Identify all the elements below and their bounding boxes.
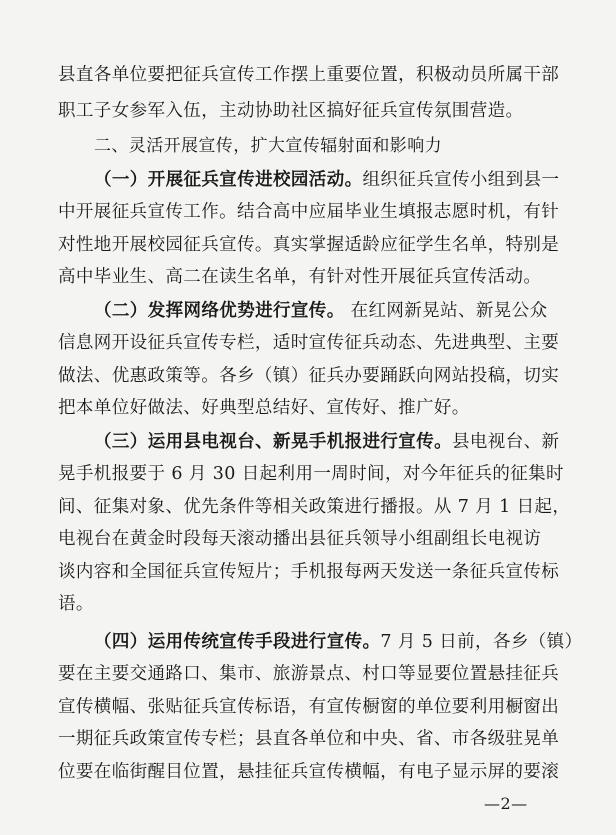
text-line: 信息网开设征兵宣传专栏，适时宣传征兵动态、先进典型、主要 (58, 333, 560, 353)
text-line: 职工子女参军入伍，主动协助社区搞好征兵宣传氛围营造。 (58, 100, 524, 121)
paragraph-lead-line (58, 629, 583, 657)
text-line: 高中毕业生、高二在读生名单，有针对性开展征兵宣传活动。 (58, 267, 542, 287)
paragraph-lead: （一）开展征兵宣传进校园活动。 (94, 169, 363, 190)
text-line: 把本单位好做法、好典型总结好、宣传好、推广好。 (58, 398, 470, 418)
paragraph-lead: （二）发挥网络优势进行宣传。 (94, 300, 345, 321)
text-span: 县电视台、新 (452, 431, 560, 452)
text-line: 间、征集对象、优先条件等相关政策进行播报。从 7 月 1 日起， (58, 496, 571, 517)
text-line: 语。 (58, 594, 94, 614)
text-line: 对性地开展校园征兵宣传。真实掌握适龄应征学生名单，特别是 (58, 234, 560, 255)
paragraph-lead-line (58, 429, 576, 457)
paragraph-lead-line (58, 167, 576, 195)
text-line: 一期征兵政策宣传专栏；县直各单位和中央、省、市各级驻晃单 (58, 729, 560, 749)
paragraph-lead-line (58, 298, 576, 326)
text-line: 晃手机报要于 6 月 30 日起利用一周时间，对今年征兵的征集时 (58, 464, 564, 484)
text-span: 在红网新晃站、新晃公众 (344, 300, 548, 321)
text-line: 中开展征兵宣传工作。结合高中应届毕业生填报志愿时机，有针 (58, 202, 560, 222)
text-span: 组织征兵宣传小组到县一 (362, 169, 560, 190)
paragraph-lead: （三）运用县电视台、新晃手机报进行宣传。 (94, 431, 452, 452)
text-line: 位要在临街醒目位置，悬挂征兵宣传横幅，有电子显示屏的要滚 (58, 761, 560, 782)
page-number: —2— (484, 794, 528, 813)
text-line: 谈内容和全国征兵宣传短片；手机报每两天发送一条征兵宣传标 (58, 561, 560, 582)
text-span: 7 月 5 日前，各乡（镇） (380, 631, 583, 652)
text-line: 宣传横幅、张贴征兵宣传标语，有宣传橱窗的单位要利用橱窗出 (58, 696, 560, 717)
section-heading: 二、灵活开展宣传，扩大宣传辐射面和影响力 (94, 136, 442, 156)
text-line: 电视台在黄金时段每天滚动播出县征兵领导小组副组长电视访 (58, 529, 542, 549)
text-line: 做法、优惠政策等。各乡（镇）征兵办要踊跃向网站投稿，切实 (58, 365, 560, 386)
text-line: 县直各单位要把征兵宣传工作摆上重要位置，积极动员所属干部 (58, 65, 560, 85)
text-line: 要在主要交通路口、集市、旅游景点、村口等显要位置悬挂征兵 (58, 664, 560, 684)
paragraph-lead: （四）运用传统宣传手段进行宣传。 (94, 631, 381, 652)
